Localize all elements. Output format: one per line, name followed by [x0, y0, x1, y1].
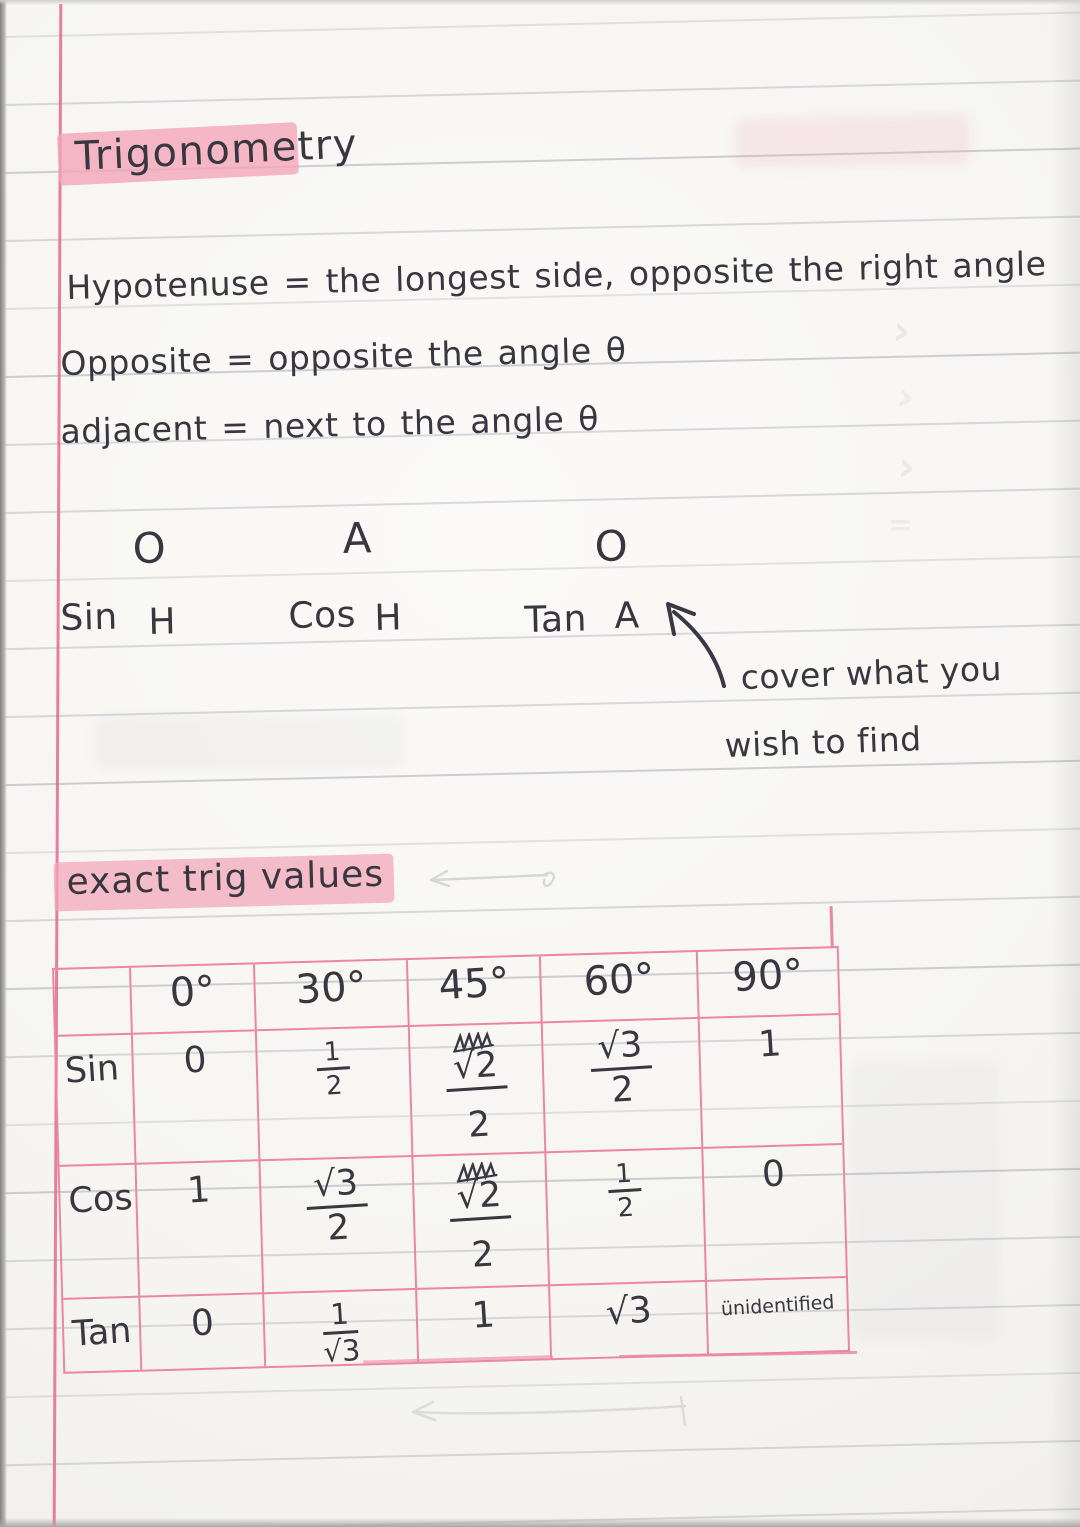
cell-value: 0	[760, 1153, 787, 1196]
definition-hypotenuse: Hypotenuse = the longest side, opposite the right angle	[66, 244, 1047, 307]
table-cell	[140, 1294, 266, 1369]
cover-note-line1: cover what you	[740, 648, 1003, 697]
fraction-value: $\frac{√3}{2}$	[589, 1026, 655, 1111]
cell-value: 0	[181, 1039, 208, 1082]
ruled-line	[0, 215, 1080, 244]
table-header-cell: 30°	[255, 960, 410, 1031]
table-row-label: Sin	[56, 1035, 137, 1167]
table-cell	[257, 1027, 414, 1161]
pencil-chevron-mark: ›	[892, 370, 919, 423]
ink-bleed-smudge	[95, 715, 405, 770]
trig-table-grid	[52, 946, 850, 1374]
cos-label: Cos	[288, 594, 357, 637]
table-row-label: Tan	[63, 1298, 142, 1372]
ruled-line	[0, 487, 1080, 516]
fraction-value: $\frac{√3}{2}$	[304, 1164, 370, 1249]
cell-value: ünidentified	[719, 1291, 835, 1321]
section-heading: exact trig values	[66, 853, 385, 903]
sin-label: Sin	[60, 596, 119, 639]
page-curl-shadow	[1050, 0, 1080, 1527]
cell-value: 1	[185, 1169, 211, 1212]
photo-left-edge	[0, 0, 7, 1527]
trig-table	[52, 946, 850, 1374]
ruled-line	[0, 11, 1080, 40]
definition-adjacent: adjacent = next to the angle θ	[60, 398, 600, 451]
table-cell	[133, 1031, 261, 1164]
pencil-dash-mark: =	[888, 508, 914, 543]
cos-numerator: A	[342, 513, 373, 563]
table-header-cell: 60°	[541, 952, 700, 1023]
fraction-value: $\frac{1}{√3}$	[322, 1296, 362, 1370]
table-cell	[417, 1286, 552, 1362]
ruled-line	[0, 1438, 1080, 1467]
table-header-cell: 45°	[408, 956, 543, 1027]
photo-bottom-edge	[0, 1518, 1080, 1527]
table-corner-cell	[54, 968, 133, 1037]
cover-arrow-icon	[642, 586, 737, 691]
cell-value: 1	[757, 1023, 783, 1066]
table-cell	[543, 1019, 704, 1153]
table-cell	[707, 1278, 848, 1354]
fraction-value: $\frac{1}{2}$	[315, 1037, 351, 1101]
table-header-cell: 0°	[131, 964, 257, 1034]
table-row-label: Cos	[60, 1165, 141, 1300]
table-cell	[550, 1282, 709, 1358]
pencil-chevron-mark: ›	[890, 305, 913, 356]
table-cell	[413, 1153, 550, 1290]
table-header-cell: 90°	[698, 948, 839, 1019]
ruled-line	[0, 79, 1080, 108]
cover-note-line2: wish to find	[724, 719, 923, 765]
fraction-value: $\frac{√2}{2}$	[447, 1160, 515, 1276]
tan-numerator: O	[594, 521, 629, 571]
table-cell	[264, 1290, 419, 1370]
table-cell	[703, 1145, 846, 1282]
photo-top-edge	[0, 0, 1080, 5]
sin-denominator: H	[148, 601, 177, 643]
definition-opposite: Opposite = opposite the angle θ	[60, 330, 627, 383]
cell-value: 1	[470, 1294, 497, 1337]
table-cell	[137, 1161, 265, 1297]
table-cell	[260, 1157, 417, 1294]
cell-value: √3	[604, 1289, 653, 1334]
pencil-chevron-mark: ›	[896, 441, 918, 492]
cos-denominator: H	[374, 597, 403, 639]
table-cell	[700, 1015, 843, 1149]
table-cell	[410, 1023, 547, 1157]
pencil-arrow-icon	[425, 864, 570, 894]
highlighter-bleed-smudge	[735, 114, 971, 168]
tan-label: Tan	[524, 598, 588, 641]
cell-value: 0	[189, 1302, 215, 1345]
tan-denominator: A	[614, 595, 641, 637]
ink-bleed-smudge	[850, 1060, 1000, 1340]
page-title: Trigonometry	[74, 121, 359, 180]
ruled-line	[0, 827, 1080, 856]
pencil-arrow-icon	[395, 1394, 700, 1430]
sin-numerator: O	[132, 523, 167, 573]
fraction-value: $\frac{√2}{2}$	[443, 1030, 511, 1146]
table-cell	[546, 1149, 707, 1286]
fraction-value: $\frac{1}{2}$	[607, 1159, 643, 1223]
